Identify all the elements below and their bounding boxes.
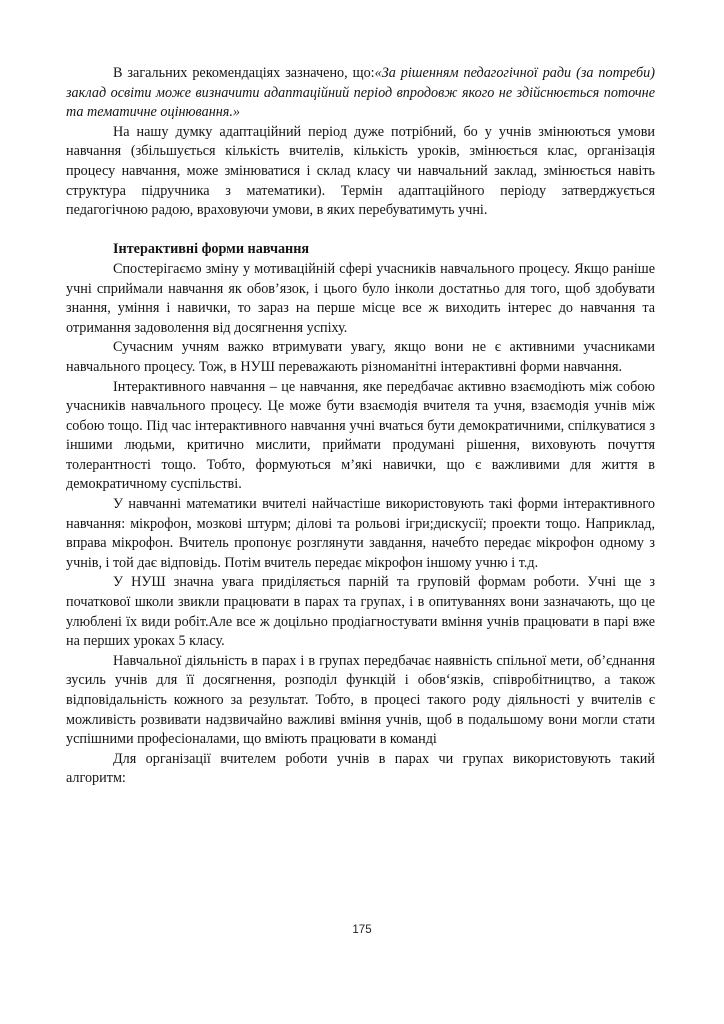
paragraph-adaptation-period: На нашу думку адаптаційний період дуже потрібний, бо у учнів змінюються умови навчання (збільшується кількість вчителів, кількість уроків, змінюється клас, організація процесу навчання, може змінюватися і склад класу чи навчальний заклад, змінюється навіть структура підручника з математики). Термін адаптаційного періоду затверджується педагогічною радою, враховуючи умови, в яких перебуватимуть учні.: [66, 123, 655, 219]
quote-adaptation-period: «За рішенням педагогічної ради (за потреби) заклад освіти може визначити адаптаційний період впродовж якого не здійснюється поточне та тематичне оцінювання.»: [66, 65, 655, 121]
paragraph-pair-group-work: У НУШ значна увага приділяється парній та груповій формам роботи. Учні ще з початкової школи звикли працювати в парах та групах, і в опитуваннях вони зазначають, що це улюблені їх види робіт.Але все ж доцільно продіагностувати вміння учнів працювати в парі вже на перших уроках 5 класу.: [66, 574, 655, 650]
paragraph-recommendations-intro: В загальних рекомендаціях зазначено, що:: [113, 65, 375, 81]
document-page: [66, 64, 655, 789]
section-heading: Інтерактивні форми навчання: [113, 241, 310, 258]
paragraph-recommendations: [66, 64, 655, 123]
page-number: 175: [352, 924, 372, 936]
paragraph-algorithm-intro: Для організації вчителем роботи учнів в парах чи групах використовують такий алгоритм:: [66, 750, 655, 787]
paragraph-math-forms: У навчанні математики вчителі найчастіше використовують такі форми інтерактивного навчання: мікрофон, мозкові штурм; ділові та рольові ігри;дискусії; проекти тощо. Наприклад, вправа мікрофон. Вчитель пропонує розглянути завдання, начебто передає мікрофон одному з учнів, і той дає відповідь. Потім вчитель передає мікрофон іншому учню і т.д.: [66, 496, 655, 571]
paragraph-attention: Сучасним учням важко втримувати увагу, якщо вони не є активними учасниками навчального процесу. Тож, в НУШ переважають різноманітні інтерактивні форми навчання.: [66, 339, 655, 375]
paragraph-group-activity: Навчальної діяльність в парах і в групах передбачає наявність спільної мети, об’єднання зусиль учнів для її досягнення, розподіл функцій і обов‘язків, співробітництво, а також відповідальність кожного за результат. Тобто, в процесі такого роду діяльності у вчителів є можливість розвивати надзвичайно важливі вміння учнів, щоб в подальшому вони могли стати успішними професіоналами, що вміють працювати в команді: [66, 652, 655, 748]
paragraph-interactive-definition: Інтерактивного навчання – це навчання, яке передбачає активно взаємодіють між собою учасників навчального процесу. Це може бути взаємодія вчителя та учня, взаємодія учнів між собою тощо. Під час інтерактивного навчання учні вчаться бути демократичними, спілкуватися з іншими людьми, критично мислити, приймати продумані рішення, виховують почуття толерантності тощо. Тобто, формуються м’які навички, що є важливими для життя в демократичному суспільстві.: [66, 378, 655, 493]
paragraph-motivation: Спостерігаємо зміну у мотиваційній сфері учасників навчального процесу. Якщо раніше учні сприймали навчання як обов’язок, і цього було інколи достатньо для того, щоб здобувати знання, уміння і навички, то зараз на перше місце все ж виходить інтерес до навчання та отримання задоволення від досягнення успіху.: [66, 260, 655, 336]
